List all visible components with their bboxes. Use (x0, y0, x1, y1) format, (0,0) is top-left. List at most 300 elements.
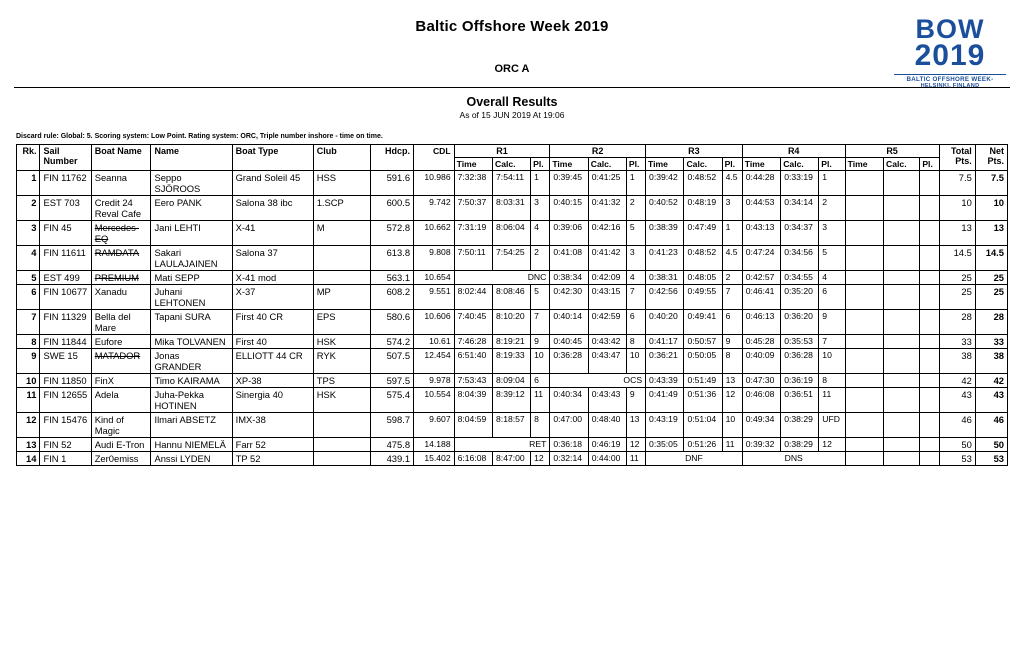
cell-r1-pl: 1 (531, 171, 550, 196)
cell-club: TPS (313, 374, 371, 388)
cell-r1-time: 7:50:11 (454, 246, 492, 271)
cell-r4-time: 0:44:53 (742, 196, 780, 221)
cell-name: Mati SEPP (151, 271, 232, 285)
cell-r3-calc: 0:49:41 (684, 310, 722, 335)
cell-r1-calc: 8:09:04 (493, 374, 531, 388)
cell-r4-calc: 0:34:56 (781, 246, 819, 271)
cell-r2-calc: 0:41:25 (588, 171, 626, 196)
cell-hdcp: 574.2 (371, 335, 414, 349)
cell-r1-calc: 8:47:00 (493, 452, 531, 466)
cell-r1-pl: 8 (531, 413, 550, 438)
cell-r4-pl: 2 (819, 196, 845, 221)
cell-r5-time (845, 271, 883, 285)
col-boat-type: Boat Type (232, 145, 313, 171)
col-r2-calc: Calc. (588, 158, 626, 171)
cell-btype: X-41 (232, 221, 313, 246)
cell-r4-pl: 1 (819, 171, 845, 196)
cell-r5-time (845, 374, 883, 388)
cell-r5-calc (884, 413, 920, 438)
cell-r1-time: 7:40:45 (454, 310, 492, 335)
cell-hdcp: 600.5 (371, 196, 414, 221)
table-row[interactable] (17, 196, 1008, 221)
cell-r2-pl: 3 (626, 246, 645, 271)
cell-net: 53 (975, 452, 1007, 466)
cell-r1-calc: 7:54:11 (493, 171, 531, 196)
cell-r4-calc: 0:36:28 (781, 349, 819, 374)
cell-total: 50 (939, 438, 975, 452)
cell-cdl: 15.402 (414, 452, 455, 466)
cell-r1-pl: 5 (531, 285, 550, 310)
cell-rk: 6 (17, 285, 40, 310)
cell-r1-time: 7:32:38 (454, 171, 492, 196)
cell-r4-time: 0:49:34 (742, 413, 780, 438)
col-net-points: Net Pts. (975, 145, 1007, 171)
cell-rk: 7 (17, 310, 40, 335)
col-sail-number: Sail Number (40, 145, 91, 171)
cell-r2-calc: 0:41:42 (588, 246, 626, 271)
cell-r3-time: 0:43:19 (646, 413, 684, 438)
page-header (0, 0, 1024, 140)
cell-r1-time: 7:31:19 (454, 221, 492, 246)
cell-r3-calc: 0:51:04 (684, 413, 722, 438)
cell-btype: First 40 (232, 335, 313, 349)
cell-hdcp: 572.8 (371, 221, 414, 246)
cell-r5-time (845, 221, 883, 246)
cell-r2-time: 0:47:00 (550, 413, 588, 438)
cell-r3-pl: 4.5 (722, 171, 742, 196)
table-row[interactable] (17, 374, 1008, 388)
table-row[interactable] (17, 310, 1008, 335)
col-r4-pl: Pl. (819, 158, 845, 171)
cell-name: Juha-Pekka HOTINEN (151, 388, 232, 413)
cell-r4-status: DNS (742, 452, 845, 466)
cell-r2-time: 0:40:34 (550, 388, 588, 413)
table-row[interactable] (17, 221, 1008, 246)
cell-r3-calc: 0:50:05 (684, 349, 722, 374)
cell-btype: XP-38 (232, 374, 313, 388)
cell-cdl: 10.606 (414, 310, 455, 335)
col-hdcp: Hdcp. (371, 145, 414, 171)
col-r3-pl: Pl. (722, 158, 742, 171)
discard-rule-note: Discard rule: Global: 5. Scoring system: Low Point. Rating system: ORC, Triple number inshore - time on time. (16, 133, 383, 140)
results-table (16, 144, 1008, 466)
cell-net: 42 (975, 374, 1007, 388)
cell-sail: FIN 10677 (40, 285, 91, 310)
cell-r5-time (845, 310, 883, 335)
cell-r3-pl: 10 (722, 413, 742, 438)
cell-r1-time: 6:16:08 (454, 452, 492, 466)
cell-r2-pl: 6 (626, 310, 645, 335)
cell-total: 25 (939, 271, 975, 285)
cell-cdl: 9.978 (414, 374, 455, 388)
col-total-points: Total Pts. (939, 145, 975, 171)
cell-r3-time: 0:40:52 (646, 196, 684, 221)
cell-r3-calc: 0:48:05 (684, 271, 722, 285)
cell-cdl: 9.607 (414, 413, 455, 438)
cell-total: 43 (939, 388, 975, 413)
cell-r2-time: 0:36:28 (550, 349, 588, 374)
cell-r1-time: 8:02:44 (454, 285, 492, 310)
cell-bname: Credit 24 Reval Cafe (91, 196, 151, 221)
cell-r1-pl: 4 (531, 221, 550, 246)
cell-bname: Audi E-Tron (91, 438, 151, 452)
cell-r1-pl: 11 (531, 388, 550, 413)
cell-r5-pl (920, 438, 939, 452)
cell-r5-time (845, 335, 883, 349)
cell-r2-calc: 0:43:47 (588, 349, 626, 374)
cell-r2-calc: 0:43:43 (588, 388, 626, 413)
cell-total: 14.5 (939, 246, 975, 271)
cell-r3-pl: 9 (722, 335, 742, 349)
logo-line-3: BALTIC OFFSHORE WEEK- (894, 74, 1006, 83)
cell-net: 7.5 (975, 171, 1007, 196)
cell-r5-pl (920, 271, 939, 285)
cell-club: HSK (313, 388, 371, 413)
cell-sail: FIN 45 (40, 221, 91, 246)
cell-name: Seppo SJÖROOS (151, 171, 232, 196)
cell-r2-calc: 0:44:00 (588, 452, 626, 466)
cell-cdl: 10.986 (414, 171, 455, 196)
cell-club (313, 246, 371, 271)
cell-r1-pl: 3 (531, 196, 550, 221)
cell-cdl: 9.808 (414, 246, 455, 271)
cell-r2-pl: 12 (626, 438, 645, 452)
cell-club: 1.SCP (313, 196, 371, 221)
cell-btype: Salona 37 (232, 246, 313, 271)
cell-r4-pl: 11 (819, 388, 845, 413)
cell-r3-time: 0:36:21 (646, 349, 684, 374)
cell-cdl: 9.742 (414, 196, 455, 221)
cell-r3-calc: 0:48:19 (684, 196, 722, 221)
cell-club: MP (313, 285, 371, 310)
cell-r3-pl: 1 (722, 221, 742, 246)
cell-net: 25 (975, 271, 1007, 285)
cell-r1-pl: 7 (531, 310, 550, 335)
cell-r3-time: 0:43:39 (646, 374, 684, 388)
table-row[interactable] (17, 285, 1008, 310)
cell-r2-pl: 4 (626, 271, 645, 285)
cell-r3-time: 0:35:05 (646, 438, 684, 452)
cell-net: 50 (975, 438, 1007, 452)
cell-r2-pl: 13 (626, 413, 645, 438)
cell-r1-calc: 8:08:46 (493, 285, 531, 310)
col-r1-pl: Pl. (531, 158, 550, 171)
col-name: Name (151, 145, 232, 171)
col-group-r2: R2 (550, 145, 646, 158)
cell-net: 10 (975, 196, 1007, 221)
table-row[interactable] (17, 452, 1008, 466)
cell-sail: FIN 11850 (40, 374, 91, 388)
cell-r2-time: 0:42:30 (550, 285, 588, 310)
col-r1-time: Time (454, 158, 492, 171)
col-cdl: CDL (414, 145, 455, 171)
cell-r3-pl: 6 (722, 310, 742, 335)
cell-r4-calc: 0:38:29 (781, 438, 819, 452)
cell-r4-time: 0:45:28 (742, 335, 780, 349)
cell-r3-time: 0:41:23 (646, 246, 684, 271)
cell-net: 33 (975, 335, 1007, 349)
cell-r1-calc: 8:18:57 (493, 413, 531, 438)
cell-bname: Kind of Magic (91, 413, 151, 438)
cell-sail: SWE 15 (40, 349, 91, 374)
cell-net: 25 (975, 285, 1007, 310)
cell-rk: 9 (17, 349, 40, 374)
cell-r5-pl (920, 413, 939, 438)
cell-r3-time: 0:41:49 (646, 388, 684, 413)
cell-r1-calc: 7:54:25 (493, 246, 531, 271)
cell-r2-pl: 5 (626, 221, 645, 246)
cell-rk: 1 (17, 171, 40, 196)
cell-r4-calc: 0:34:37 (781, 221, 819, 246)
cell-r2-time: 0:38:34 (550, 271, 588, 285)
cell-r5-time (845, 413, 883, 438)
cell-r4-pl: UFD (819, 413, 845, 438)
col-group-r5: R5 (845, 145, 939, 158)
cell-r5-calc (884, 349, 920, 374)
cell-r3-calc: 0:51:36 (684, 388, 722, 413)
col-group-r1: R1 (454, 145, 550, 158)
cell-r1-time: 8:04:59 (454, 413, 492, 438)
cell-r2-pl: 1 (626, 171, 645, 196)
cell-total: 7.5 (939, 171, 975, 196)
cell-r3-time: 0:42:56 (646, 285, 684, 310)
cell-bname: Bella del Mare (91, 310, 151, 335)
cell-btype: Farr 52 (232, 438, 313, 452)
cell-club (313, 452, 371, 466)
cell-hdcp: 608.2 (371, 285, 414, 310)
logo-line-2: 2019 (914, 39, 986, 72)
cell-club: HSS (313, 171, 371, 196)
cell-r5-calc (884, 285, 920, 310)
cell-r4-calc: 0:38:29 (781, 413, 819, 438)
cell-r2-pl: 11 (626, 452, 645, 466)
cell-r5-calc (884, 388, 920, 413)
cell-r3-pl: 2 (722, 271, 742, 285)
cell-r3-pl: 12 (722, 388, 742, 413)
table-body (17, 171, 1008, 466)
col-boat-name: Boat Name (91, 145, 151, 171)
cell-r5-calc (884, 171, 920, 196)
cell-total: 42 (939, 374, 975, 388)
cell-btype: X-41 mod (232, 271, 313, 285)
cell-r3-calc: 0:49:55 (684, 285, 722, 310)
cell-total: 13 (939, 221, 975, 246)
cell-cdl: 10.662 (414, 221, 455, 246)
cell-r1-pl: 9 (531, 335, 550, 349)
cell-rk: 11 (17, 388, 40, 413)
cell-r4-pl: 6 (819, 285, 845, 310)
cell-r4-time: 0:44:28 (742, 171, 780, 196)
cell-r5-pl (920, 374, 939, 388)
cell-bname: FinX (91, 374, 151, 388)
cell-btype: ELLIOTT 44 CR (232, 349, 313, 374)
cell-r2-calc: 0:43:42 (588, 335, 626, 349)
cell-cdl: 9.551 (414, 285, 455, 310)
results-heading: Overall Results (466, 95, 558, 109)
cell-r5-pl (920, 171, 939, 196)
cell-r1-calc: 8:03:31 (493, 196, 531, 221)
cell-net: 43 (975, 388, 1007, 413)
cell-r2-pl: 9 (626, 388, 645, 413)
cell-hdcp: 439.1 (371, 452, 414, 466)
cell-r2-time: 0:39:45 (550, 171, 588, 196)
cell-r5-time (845, 438, 883, 452)
cell-r5-calc (884, 452, 920, 466)
cell-r1-pl: 10 (531, 349, 550, 374)
cell-r5-calc (884, 438, 920, 452)
cell-r4-calc: 0:36:20 (781, 310, 819, 335)
table-row[interactable] (17, 246, 1008, 271)
cell-r3-calc: 0:47:49 (684, 221, 722, 246)
cell-r5-calc (884, 374, 920, 388)
cell-r2-calc: 0:42:59 (588, 310, 626, 335)
table-row[interactable] (17, 438, 1008, 452)
cell-r3-calc: 0:48:52 (684, 246, 722, 271)
cell-r5-time (845, 285, 883, 310)
cell-r5-time (845, 171, 883, 196)
cell-r5-pl (920, 335, 939, 349)
cell-r4-calc: 0:35:20 (781, 285, 819, 310)
cell-r3-pl: 7 (722, 285, 742, 310)
cell-r3-calc: 0:48:52 (684, 171, 722, 196)
cell-rk: 13 (17, 438, 40, 452)
cell-club (313, 271, 371, 285)
cell-name: Jani LEHTI (151, 221, 232, 246)
table-row[interactable] (17, 388, 1008, 413)
cell-bname: Adela (91, 388, 151, 413)
cell-r5-calc (884, 221, 920, 246)
cell-sail: FIN 1 (40, 452, 91, 466)
table-row[interactable] (17, 335, 1008, 349)
cell-net: 38 (975, 349, 1007, 374)
cell-r5-time (845, 388, 883, 413)
cell-hdcp: 598.7 (371, 413, 414, 438)
cell-club: HSK (313, 335, 371, 349)
cell-r4-pl: 10 (819, 349, 845, 374)
cell-rk: 5 (17, 271, 40, 285)
cell-sail: FIN 11844 (40, 335, 91, 349)
cell-r2-time: 0:41:08 (550, 246, 588, 271)
cell-r1-calc: 8:39:12 (493, 388, 531, 413)
cell-name: Timo KAIRAMA (151, 374, 232, 388)
cell-name: Juhani LEHTONEN (151, 285, 232, 310)
cell-r5-pl (920, 388, 939, 413)
cell-sail: FIN 52 (40, 438, 91, 452)
cell-r1-pl: 2 (531, 246, 550, 271)
cell-r3-status: DNF (646, 452, 743, 466)
cell-btype: Grand Soleil 45 (232, 171, 313, 196)
cell-r5-pl (920, 221, 939, 246)
cell-sail: FIN 11762 (40, 171, 91, 196)
cell-r1-status: DNC (454, 271, 550, 285)
cell-sail: FIN 11329 (40, 310, 91, 335)
cell-r5-time (845, 452, 883, 466)
col-rank: Rk. (17, 145, 40, 171)
cell-r4-time: 0:40:09 (742, 349, 780, 374)
logo-line-4: HELSINKI, FINLAND (920, 83, 980, 90)
cell-r4-pl: 8 (819, 374, 845, 388)
cell-r3-pl: 8 (722, 349, 742, 374)
col-group-r3: R3 (646, 145, 743, 158)
cell-r3-pl: 13 (722, 374, 742, 388)
cell-btype: TP 52 (232, 452, 313, 466)
cell-r2-time: 0:39:06 (550, 221, 588, 246)
bow-logo (894, 16, 1006, 90)
col-r5-time: Time (845, 158, 883, 171)
cell-r5-calc (884, 335, 920, 349)
cell-bname: Mercedes-EQ (91, 221, 151, 246)
cell-total: 46 (939, 413, 975, 438)
header-divider (14, 87, 1010, 88)
cell-r3-time: 0:40:20 (646, 310, 684, 335)
cell-r1-pl: 6 (531, 374, 550, 388)
cell-club (313, 438, 371, 452)
table-row[interactable] (17, 413, 1008, 438)
as-of-timestamp: As of 15 JUN 2019 At 19:06 (459, 110, 565, 120)
cell-rk: 8 (17, 335, 40, 349)
cell-total: 10 (939, 196, 975, 221)
cell-btype: Salona 38 ibc (232, 196, 313, 221)
cell-r4-time: 0:46:13 (742, 310, 780, 335)
cell-cdl: 10.554 (414, 388, 455, 413)
col-r3-calc: Calc. (684, 158, 722, 171)
cell-r5-calc (884, 246, 920, 271)
cell-bname: Xanadu (91, 285, 151, 310)
cell-hdcp: 591.6 (371, 171, 414, 196)
col-club: Club (313, 145, 371, 171)
cell-rk: 4 (17, 246, 40, 271)
cell-r1-calc: 8:19:21 (493, 335, 531, 349)
cell-r1-calc: 8:06:04 (493, 221, 531, 246)
cell-net: 13 (975, 221, 1007, 246)
cell-r4-time: 0:47:24 (742, 246, 780, 271)
col-r5-calc: Calc. (884, 158, 920, 171)
cell-r4-time: 0:42:57 (742, 271, 780, 285)
cell-r2-time: 0:36:18 (550, 438, 588, 452)
cell-r3-calc: 0:50:57 (684, 335, 722, 349)
cell-r5-pl (920, 310, 939, 335)
cell-r4-pl: 9 (819, 310, 845, 335)
cell-bname: RAMDATA (91, 246, 151, 271)
cell-r4-pl: 3 (819, 221, 845, 246)
table-row[interactable] (17, 271, 1008, 285)
cell-name: Tapani SURA (151, 310, 232, 335)
cell-r3-pl: 11 (722, 438, 742, 452)
cell-hdcp: 475.8 (371, 438, 414, 452)
cell-r5-pl (920, 285, 939, 310)
event-title: Baltic Offshore Week 2019 (415, 18, 609, 35)
cell-r2-calc: 0:42:09 (588, 271, 626, 285)
cell-r3-time: 0:41:17 (646, 335, 684, 349)
cell-r1-time: 6:51:40 (454, 349, 492, 374)
col-r3-time: Time (646, 158, 684, 171)
cell-cdl: 14.188 (414, 438, 455, 452)
cell-sail: FIN 15476 (40, 413, 91, 438)
table-row[interactable] (17, 349, 1008, 374)
col-r4-calc: Calc. (781, 158, 819, 171)
cell-r1-time: 8:04:39 (454, 388, 492, 413)
table-row[interactable] (17, 171, 1008, 196)
cell-btype: IMX-38 (232, 413, 313, 438)
cell-r2-time: 0:40:14 (550, 310, 588, 335)
cell-r3-time: 0:38:39 (646, 221, 684, 246)
cell-sail: EST 703 (40, 196, 91, 221)
cell-total: 38 (939, 349, 975, 374)
cell-name: Jonas GRANDER (151, 349, 232, 374)
cell-name: Ilmari ABSETZ (151, 413, 232, 438)
cell-r2-pl: 7 (626, 285, 645, 310)
cell-r2-calc: 0:46:19 (588, 438, 626, 452)
